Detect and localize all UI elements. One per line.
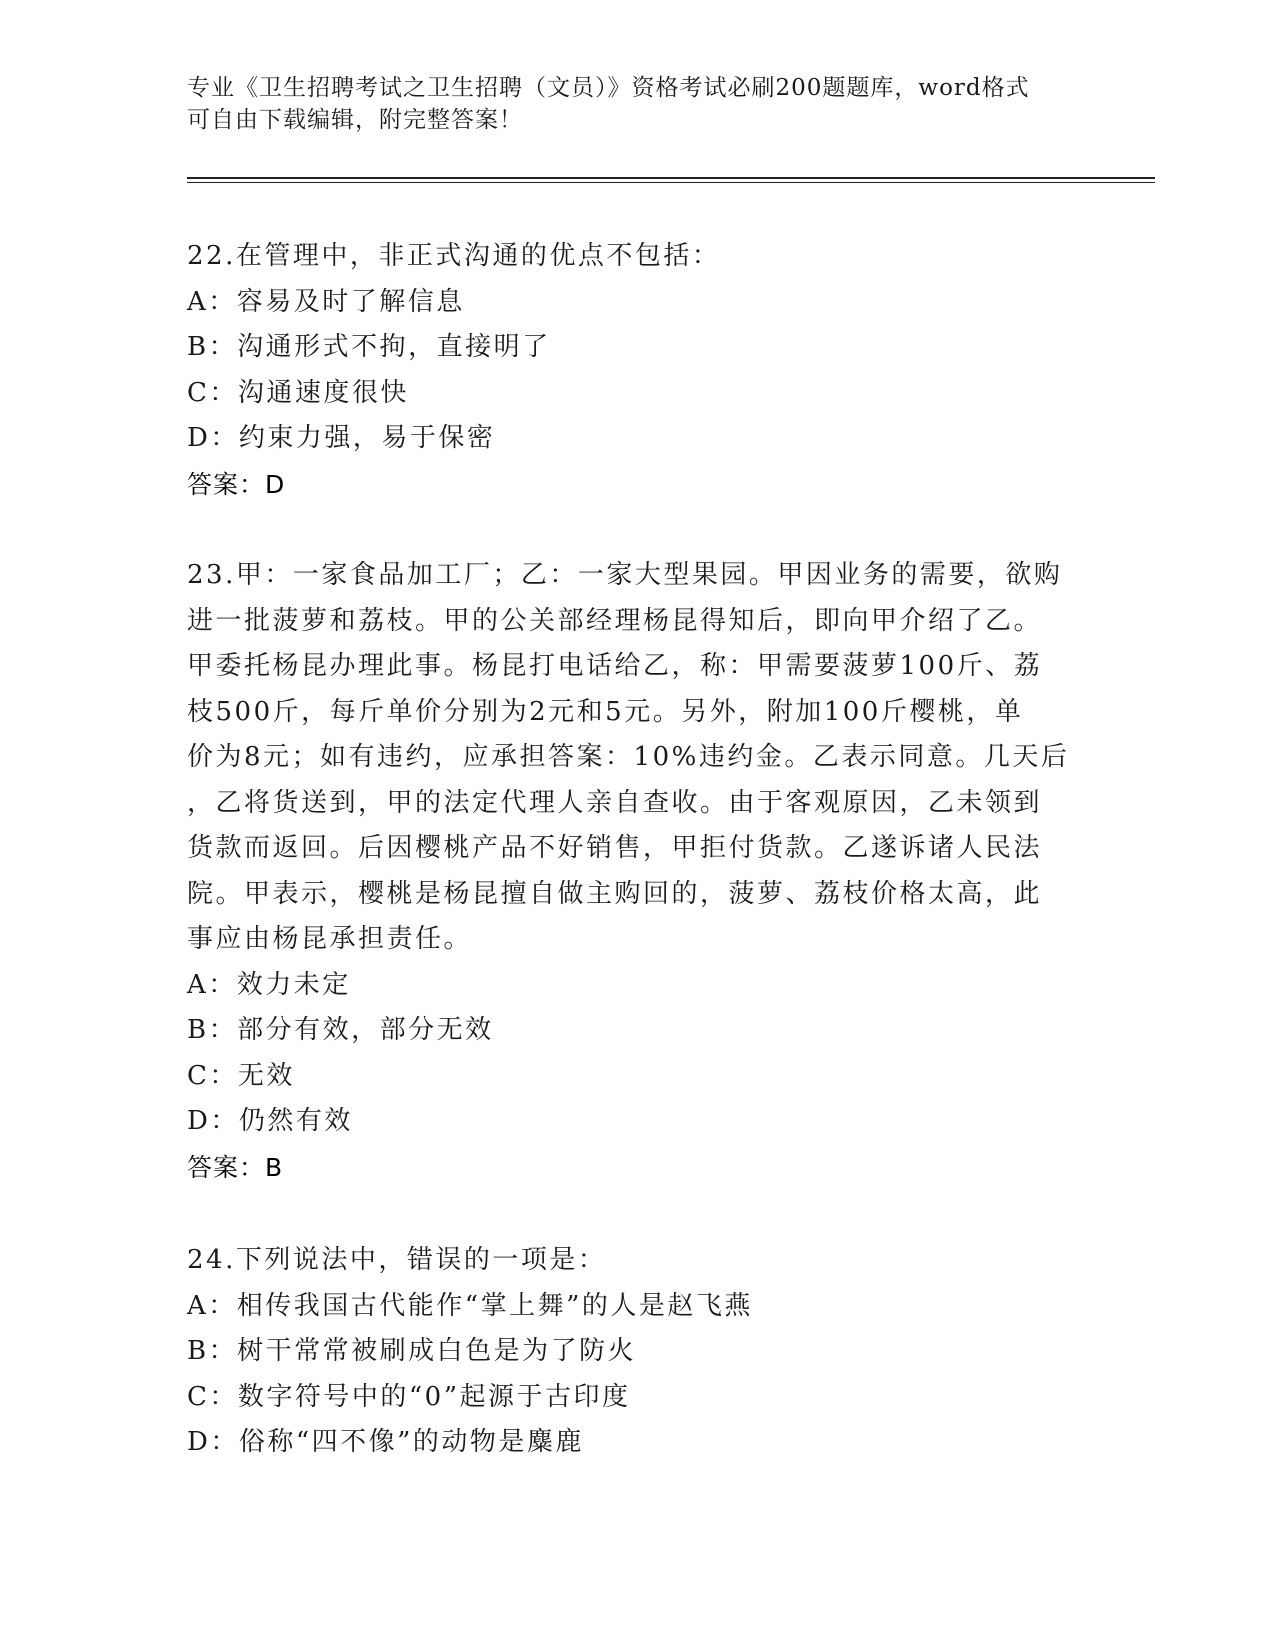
- question-stem-line: 货款而返回。后因樱桃产品不好销售，甲拒付货款。乙遂诉诸人民法: [187, 833, 1043, 863]
- option-a: A：相传我国古代能作“掌上舞”的人是赵飞燕: [187, 1290, 753, 1321]
- question-stem: [187, 234, 1087, 280]
- question-stem-line: 院。甲表示，樱桃是杨昆擅自做主购回的，菠萝、荔枝价格太高，此: [187, 878, 1043, 909]
- option-b: B：沟通形式不拘，直接明了: [187, 332, 551, 362]
- option-c: C：无效: [187, 1060, 295, 1091]
- question-stem-line: 枝500斤，每斤单价分别为2元和5元。另外，附加100斤樱桃，单: [187, 696, 1024, 727]
- question-stem-line: 甲委托杨昆办理此事。杨昆打电话给乙，称：甲需要菠萝100斤、荔: [187, 651, 1043, 681]
- option-d: D：俗称“四不像”的动物是麋鹿: [187, 1427, 584, 1457]
- question-stem-line: 价为8元；如有违约，应承担答案：10%违约金。乙表示同意。几天后: [187, 742, 1070, 772]
- option-d: D：仍然有效: [187, 1106, 353, 1136]
- question-stem: [187, 553, 1087, 963]
- question-stem-line: 22.在管理中，非正式沟通的优点不包括：: [187, 241, 721, 271]
- question-stem-line: ，乙将货送到，甲的法定代理人亲自查收。由于客观原因，乙未领到: [187, 787, 1043, 818]
- header-divider-thin: [187, 182, 1155, 183]
- option-b: B：部分有效，部分无效: [187, 1015, 494, 1045]
- answer-key: 答案：B: [187, 1152, 284, 1182]
- header-title-line-2: 可自由下载编辑，附完整答案！: [187, 107, 523, 133]
- answer-key: 答案：D: [187, 469, 286, 499]
- option-c: C：数字符号中的“0”起源于古印度: [187, 1381, 631, 1412]
- option-b: B：树干常常被刷成白色是为了防火: [187, 1336, 637, 1366]
- question-22: [187, 234, 1087, 507]
- question-stem-line: 事应由杨昆承担责任。: [187, 924, 473, 954]
- question-23: [187, 553, 1087, 1190]
- header-divider-thick: [187, 177, 1155, 179]
- option-c: C：沟通速度很快: [187, 377, 409, 408]
- question-stem: [187, 1238, 1087, 1284]
- question-stem-line: 23.甲：一家食品加工厂；乙：一家大型果园。甲因业务的需要，欲购: [187, 560, 1063, 590]
- header-title-line-1: 专业《卫生招聘考试之卫生招聘（文员）》资格考试必刷200题题库，word格式: [187, 75, 1030, 101]
- option-a: A：效力未定: [187, 969, 351, 1000]
- option-d: D：约束力强，易于保密: [187, 423, 496, 453]
- question-stem-line: 进一批菠萝和荔枝。甲的公关部经理杨昆得知后，即向甲介绍了乙。: [187, 605, 1043, 636]
- question-stem-line: 24.下列说法中，错误的一项是：: [187, 1245, 607, 1275]
- document-header: [187, 72, 1087, 136]
- option-a: A：容易及时了解信息: [187, 286, 465, 317]
- question-24: [187, 1238, 1087, 1466]
